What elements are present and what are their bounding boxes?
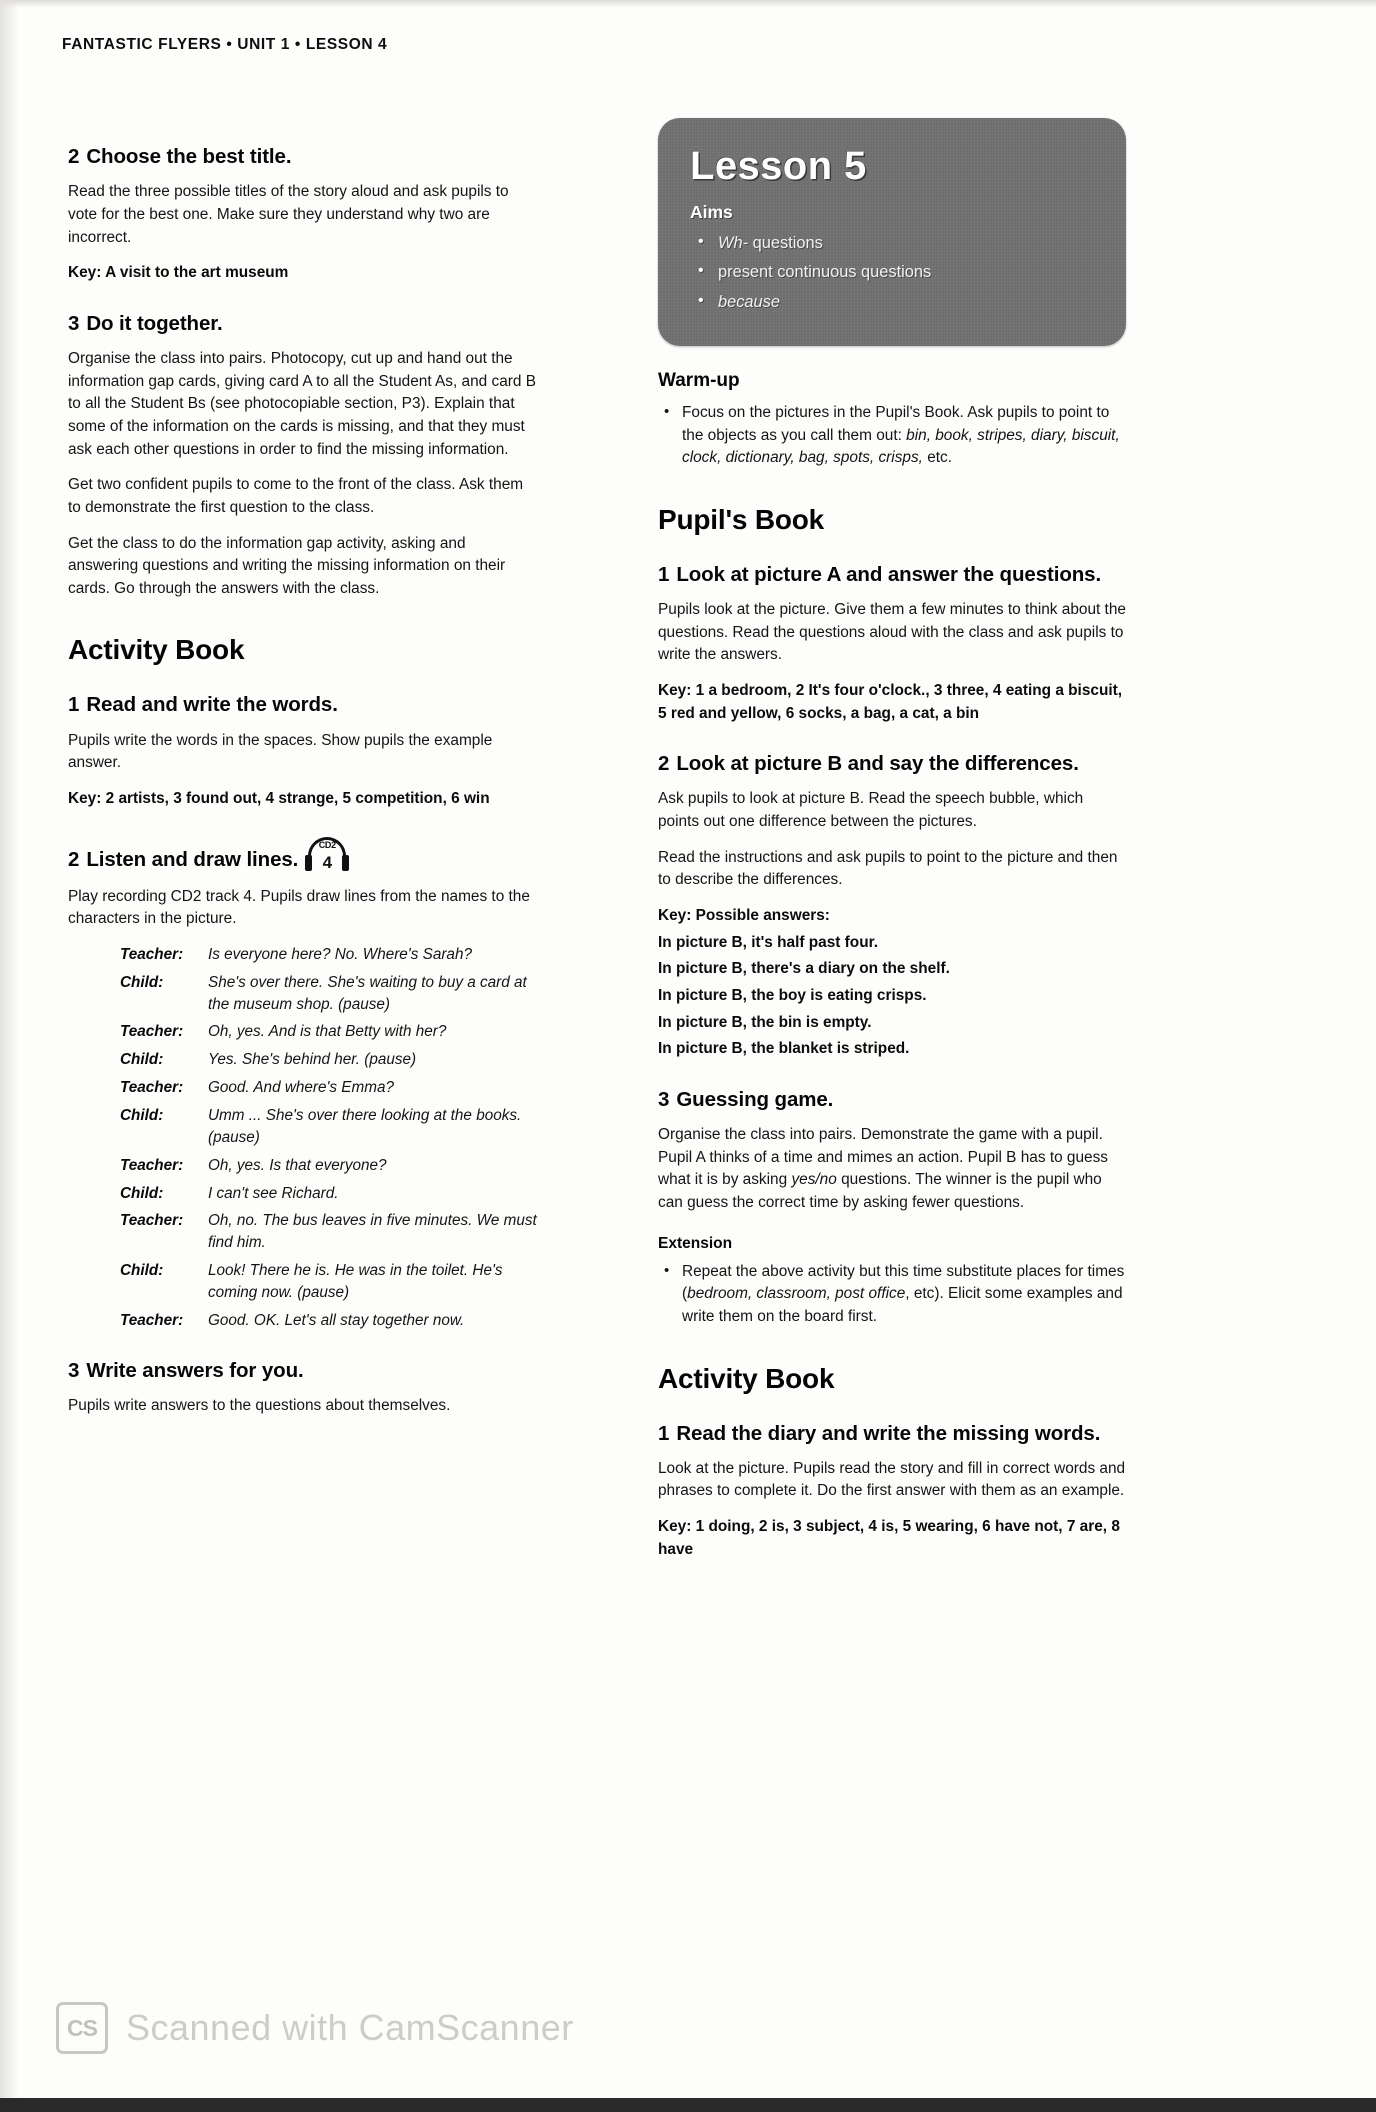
- activity-2-body: Read the three possible titles of the story aloud and ask pupils to vote for the best one. Make sure they understand why two are incorrect.: [68, 183, 509, 246]
- activity-3-paragraph-1: Organise the class into pairs. Photocopy, cut up and hand out the information gap cards, giving card A to all the Student As, and card B to all the Student Bs (see photocopiable section, P3). Explain that some of the information on the cards is missing, and that they must ask each other questions in order to find the missing information.: [68, 350, 536, 458]
- aims-item-text: questions: [748, 234, 823, 252]
- warm-up-bullet-item: [658, 402, 1126, 470]
- ab-3-body: Pupils write answers to the questions about themselves.: [68, 1397, 451, 1414]
- heading-right-ab-1: [658, 1421, 1126, 1447]
- extension-text-pre: Repeat the above activity but this time substitute places for times (: [682, 1262, 1125, 1303]
- activity-2-number: 2: [68, 145, 80, 168]
- activity-3-paragraph-3: Get the class to do the information gap activity, asking and answering questions and writing the missing information on their cards. Go through the answers with the class.: [68, 534, 506, 597]
- page-columns: [0, 118, 1376, 1567]
- activity-3-number: 3: [68, 311, 80, 335]
- pb-2-key-lines: [658, 932, 1126, 1061]
- pb-2-key-line: In picture B, the blanket is striped.: [658, 1040, 910, 1058]
- listening-script-dialogue: [68, 944, 538, 1332]
- cd-label: CD2: [318, 839, 336, 850]
- dialogue-text: Oh, yes. Is that everyone?: [208, 1156, 387, 1174]
- cd-track-number: 4: [322, 852, 332, 872]
- pb-2-key-line: In picture B, the bin is empty.: [658, 1013, 872, 1031]
- heading-pb-2: [658, 751, 1126, 777]
- right-ab-1-number: 1: [658, 1421, 670, 1445]
- warm-up-bullets: [658, 402, 1126, 470]
- heading-activity-2: [68, 144, 538, 170]
- dialogue-text: Umm ... She's over there looking at the books. (pause): [208, 1107, 522, 1146]
- dialogue-line: [120, 1310, 538, 1332]
- dialogue-line: [120, 1155, 538, 1177]
- dialogue-line: [120, 1260, 538, 1304]
- aims-list-item: [688, 291, 1096, 314]
- dialogue-speaker: Child:: [120, 973, 164, 991]
- dialogue-speaker: Child:: [120, 1184, 164, 1202]
- pb-2-key-line: In picture B, the boy is eating crisps.: [658, 986, 927, 1004]
- right-column: [658, 118, 1126, 1567]
- extension-places-italic: bedroom, classroom, post office: [687, 1285, 906, 1303]
- activity-2-key: Key: A visit to the art museum: [68, 264, 289, 282]
- extension-bullets: [658, 1261, 1126, 1329]
- pb-3-body: [658, 1124, 1126, 1215]
- ab-1-key: Key: 2 artists, 3 found out, 4 strange, 5 competition, 6 win: [68, 789, 490, 807]
- aims-item-italic: Wh-: [718, 234, 749, 252]
- pb-3-text-pre: Organise the class into pairs. Demonstrate the game with a pupil. Pupil A thinks of a time and mimes an action. Pupil B has to guess what it is by asking: [658, 1126, 1108, 1189]
- aims-label: Aims: [690, 202, 733, 222]
- heading-pb-1: [658, 562, 1126, 588]
- warm-up-text-post: etc.: [922, 449, 953, 467]
- extension-bullet-item: [658, 1261, 1126, 1329]
- warm-up-text-pre: Focus on the pictures in the Pupil's Book. Ask pupils to point to the objects as you call them out:: [682, 403, 1110, 444]
- dialogue-line: [120, 972, 538, 1016]
- ab-2-body: Play recording CD2 track 4. Pupils draw lines from the names to the characters in the picture.: [68, 887, 530, 928]
- activity-3-paragraph-2: Get two confident pupils to come to the front of the class. Ask them to demonstrate the first question to the class.: [68, 476, 524, 516]
- heading-pb-3: [658, 1087, 1126, 1113]
- camscanner-watermark: [56, 2002, 574, 2054]
- dialogue-text: Yes. She's behind her. (pause): [208, 1051, 417, 1069]
- pb-1-body: Pupils look at the picture. Give them a few minutes to think about the questions. Read the questions aloud with the class and ask pupils to write the answers.: [658, 601, 1126, 664]
- pb-2-paragraph-1: Ask pupils to look at picture B. Read the speech bubble, which points out one difference between the pictures.: [658, 790, 1084, 831]
- dialogue-line: [120, 944, 538, 966]
- dialogue-text: Look! There he is. He was in the toilet. He's coming now. (pause): [208, 1262, 503, 1302]
- aims-list-item: [688, 232, 1096, 255]
- dialogue-line: [120, 1105, 538, 1149]
- dialogue-text: Is everyone here? No. Where's Sarah?: [208, 945, 472, 963]
- pb-2-key-label: Key: Possible answers:: [658, 907, 830, 925]
- ab-2-number: 2: [68, 847, 80, 871]
- running-header: FANTASTIC FLYERS • UNIT 1 • LESSON 4: [62, 36, 388, 53]
- ab-3-number: 3: [68, 1358, 80, 1382]
- pb-2-key-line: In picture B, it's half past four.: [658, 933, 879, 951]
- dialogue-speaker: Teacher:: [120, 1311, 184, 1329]
- ab-1-body: Pupils write the words in the spaces. Show pupils the example answer.: [68, 731, 493, 772]
- left-column: [68, 118, 538, 1567]
- pb-3-number: 3: [658, 1087, 670, 1111]
- activity-3-title: Do it together.: [86, 311, 223, 335]
- dialogue-speaker: Teacher:: [120, 945, 184, 963]
- dialogue-text: Oh, no. The bus leaves in five minutes. We must find him.: [208, 1212, 537, 1252]
- left-activity-book-heading: Activity Book: [68, 634, 245, 666]
- right-ab-1-body: Look at the picture. Pupils read the story and fill in correct words and phrases to complete it. Do the first answer with them as an example.: [658, 1459, 1126, 1500]
- dialogue-text: I can't see Richard.: [208, 1184, 339, 1202]
- extension-text-post: , etc). Elicit some examples and write them on the board first.: [682, 1285, 1123, 1325]
- heading-activity-3: [68, 311, 538, 337]
- aims-list: [688, 232, 1096, 314]
- dialogue-speaker: Child:: [120, 1051, 164, 1069]
- pb-3-yesno-italic: yes/no: [791, 1171, 837, 1189]
- camscanner-watermark-text: Scanned with CamScanner: [126, 2007, 574, 2048]
- dialogue-line: [120, 1021, 538, 1043]
- dialogue-text: Good. OK. Let's all stay together now.: [208, 1311, 465, 1329]
- scan-edge-bottom: [0, 2098, 1376, 2112]
- pb-2-number: 2: [658, 752, 670, 776]
- heading-ab-3: [68, 1358, 538, 1384]
- right-ab-1-title: Read the diary and write the missing words.: [676, 1421, 1101, 1445]
- dialogue-line: [120, 1077, 538, 1099]
- dialogue-speaker: Teacher:: [120, 1156, 184, 1174]
- dialogue-text: Good. And where's Emma?: [208, 1079, 395, 1097]
- activity-2-title: Choose the best title.: [86, 145, 292, 168]
- heading-ab-2: [68, 837, 538, 875]
- ab-1-title: Read and write the words.: [86, 693, 338, 717]
- right-activity-book-heading: Activity Book: [658, 1362, 835, 1394]
- dialogue-text: Oh, yes. And is that Betty with her?: [208, 1023, 447, 1041]
- dialogue-speaker: Child:: [120, 1107, 164, 1125]
- heading-ab-1: [68, 692, 538, 718]
- pupils-book-heading: Pupil's Book: [658, 503, 825, 535]
- warm-up-objects-italic: bin, book, stripes, diary, biscuit, clock, dictionary, bag, spots, crisps,: [682, 426, 1120, 467]
- aims-list-item: [688, 261, 1096, 284]
- dialogue-speaker: Teacher:: [120, 1212, 184, 1230]
- lesson-aims-box: [658, 118, 1126, 346]
- pb-1-title: Look at picture A and answer the questions.: [676, 562, 1102, 586]
- warm-up-heading: Warm-up: [658, 369, 740, 391]
- dialogue-speaker: Teacher:: [120, 1079, 184, 1097]
- lesson-box-title: Lesson 5: [690, 144, 867, 188]
- pb-1-key: Key: 1 a bedroom, 2 It's four o'clock., 3 three, 4 eating a biscuit, 5 red and yellow, 6 socks, a bag, a cat, a bin: [658, 681, 1123, 722]
- pb-2-key-line: In picture B, there's a diary on the shelf.: [658, 960, 950, 978]
- dialogue-text: She's over there. She's waiting to buy a card at the museum shop. (pause): [208, 973, 527, 1013]
- dialogue-speaker: Teacher:: [120, 1023, 184, 1041]
- camscanner-logo-icon: CS: [56, 2002, 108, 2054]
- scan-edge-top: [0, 0, 1376, 8]
- dialogue-line: [120, 1210, 538, 1254]
- right-ab-1-key: Key: 1 doing, 2 is, 3 subject, 4 is, 5 wearing, 6 have not, 7 are, 8 have: [658, 1518, 1120, 1558]
- aims-item-text: present continuous questions: [718, 263, 932, 282]
- ab-3-title: Write answers for you.: [86, 1358, 304, 1382]
- dialogue-speaker: Child:: [120, 1262, 164, 1280]
- pb-2-title: Look at picture B and say the differences.: [676, 752, 1079, 776]
- ab-2-title: Listen and draw lines.: [86, 847, 299, 871]
- extension-heading: Extension: [658, 1234, 733, 1252]
- pb-3-text-post: questions. The winner is the pupil who can guess the correct time by asking fewer questions.: [658, 1171, 1102, 1212]
- dialogue-line: [120, 1049, 538, 1071]
- aims-item-italic: because: [718, 292, 780, 311]
- pb-3-title: Guessing game.: [676, 1087, 834, 1111]
- ab-1-number: 1: [68, 693, 80, 717]
- pb-1-number: 1: [658, 562, 670, 586]
- headphones-cd-icon: [304, 837, 350, 875]
- pb-2-paragraph-2: Read the instructions and ask pupils to point to the picture and then to describe the differences.: [658, 848, 1118, 889]
- dialogue-line: [120, 1183, 538, 1205]
